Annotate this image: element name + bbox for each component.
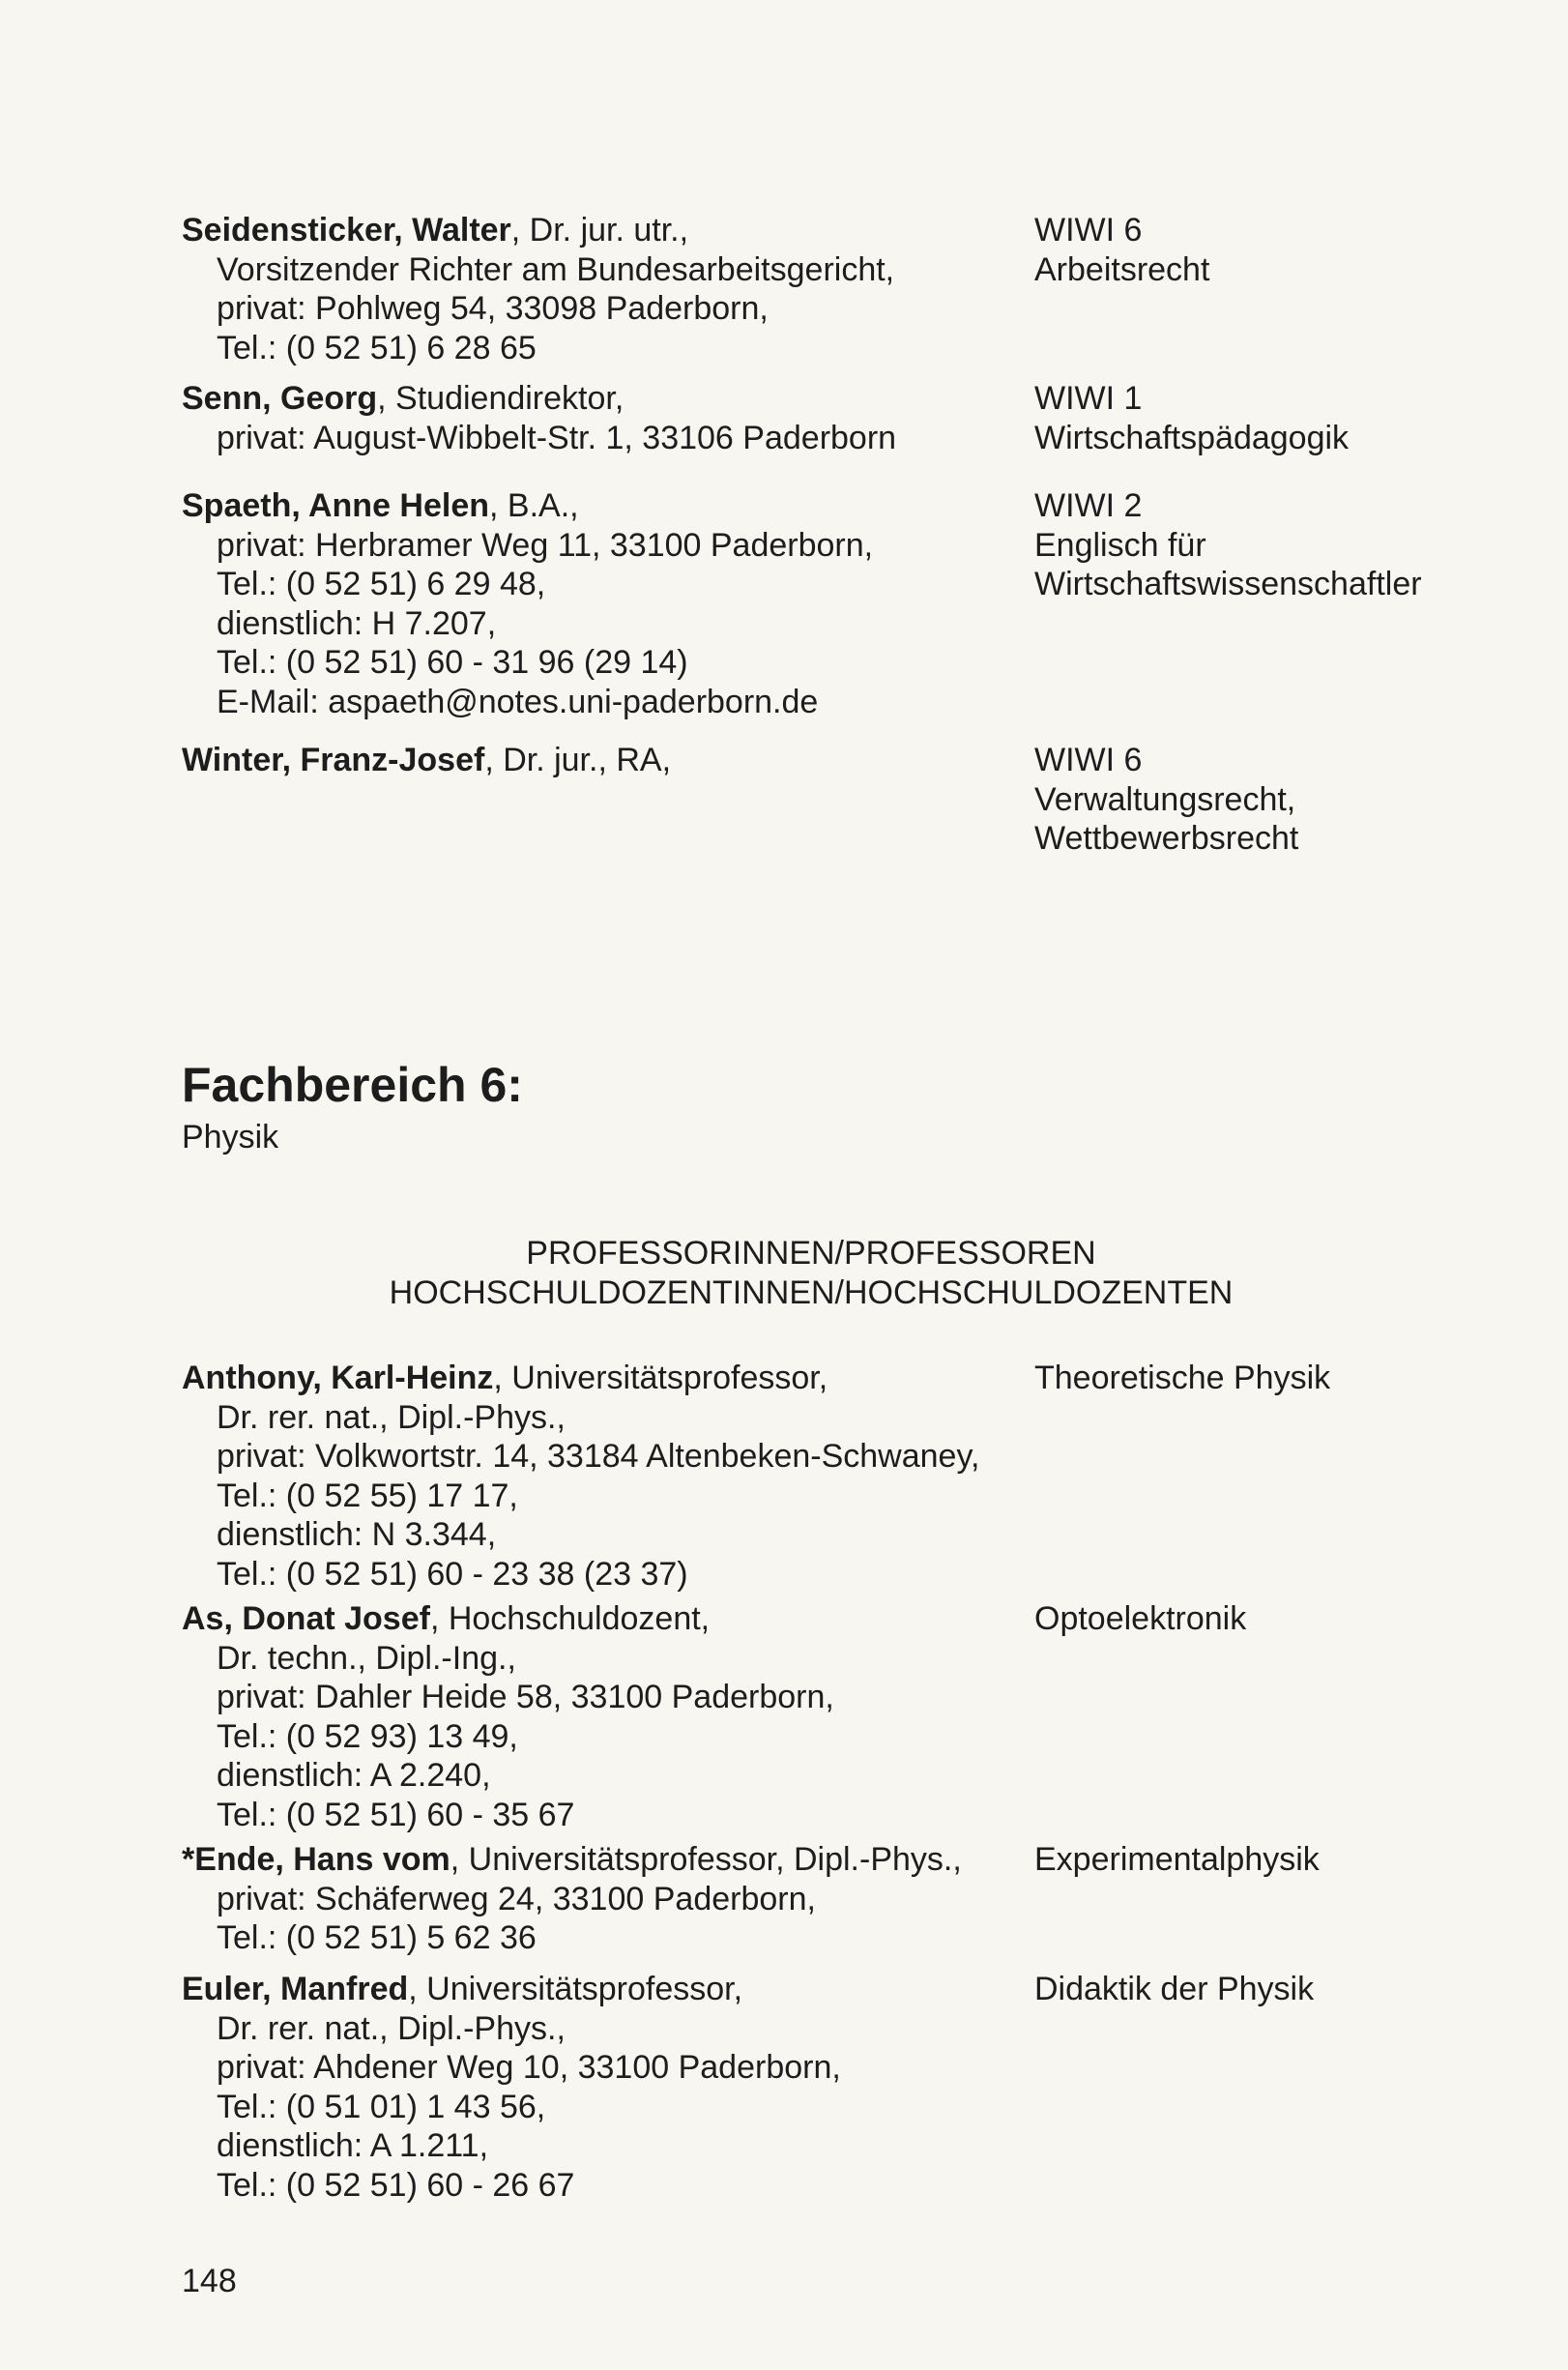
department-line: Didaktik der Physik — [1034, 1971, 1315, 2007]
person-name: Winter, Franz-Josef — [182, 742, 485, 778]
person-detail: privat: Pohlweg 54, 33098 Paderborn, — [217, 290, 769, 327]
department-line: WIWI 2 — [1034, 487, 1143, 524]
person-title: , B.A., — [489, 487, 579, 524]
person-detail: Tel.: (0 52 55) 17 17, — [217, 1477, 518, 1514]
person-name: Anthony, Karl-Heinz — [182, 1360, 494, 1396]
person-name: Euler, Manfred — [182, 1971, 409, 2007]
department-label — [1034, 486, 1518, 604]
person-detail: dienstlich: N 3.344, — [217, 1516, 497, 1553]
person-detail: Dr. rer. nat., Dipl.-Phys., — [217, 2009, 566, 2047]
person-detail: dienstlich: A 2.240, — [217, 1757, 491, 1794]
person-detail: Tel.: (0 52 51) 60 - 26 67 — [217, 2166, 575, 2204]
department-line: Wirtschaftswissenschaftler — [1034, 566, 1422, 602]
person-name-line — [182, 1599, 1032, 1639]
person-name: As, Donat Josef — [182, 1600, 430, 1637]
department-line: Experimentalphysik — [1034, 1841, 1320, 1878]
department-line: Verwaltungsrecht, — [1034, 780, 1296, 818]
department-line: WIWI 1 — [1034, 380, 1143, 417]
department-line: Arbeitsrecht — [1034, 250, 1210, 288]
department-label — [1034, 741, 1518, 859]
person-title: , Dr. jur. utr., — [510, 212, 689, 249]
person-detail: dienstlich: A 1.211, — [217, 2127, 489, 2164]
department-line: Wettbewerbsrecht — [1034, 820, 1299, 857]
person-detail: privat: Volkwortstr. 14, 33184 Altenbeken-Schwaney, — [217, 1438, 980, 1475]
person-title: , Universitätsprofessor, — [493, 1360, 828, 1396]
person-name-line — [182, 1970, 1032, 2009]
person-name-line — [182, 211, 1032, 250]
person-title: , Dr. jur., RA, — [484, 742, 672, 778]
person-name: *Ende, Hans vom — [182, 1841, 450, 1878]
department-line: Optoelektronik — [1034, 1600, 1247, 1637]
person-entry — [182, 1599, 1032, 1834]
section-heading — [182, 1054, 523, 1158]
person-detail: Tel.: (0 52 51) 60 - 35 67 — [217, 1796, 575, 1833]
person-detail: Tel.: (0 52 51) 60 - 31 96 (29 14) — [217, 644, 688, 681]
person-entry — [182, 486, 1032, 721]
person-title: , Universitätsprofessor, Dipl.-Phys., — [450, 1841, 962, 1878]
section-subtitle: Physik — [182, 1119, 279, 1156]
department-line: Englisch für — [1034, 526, 1206, 564]
person-detail: Vorsitzender Richter am Bundesarbeitsgericht, — [217, 250, 895, 288]
person-entry — [182, 741, 1032, 780]
person-name-line — [182, 1359, 1032, 1398]
person-detail: Tel.: (0 52 51) 60 - 23 38 (23 37) — [217, 1555, 688, 1593]
category-line: PROFESSORINNEN/PROFESSOREN — [526, 1235, 1096, 1272]
person-detail: privat: Dahler Heide 58, 33100 Paderborn, — [217, 1679, 834, 1715]
category-heading — [0, 1234, 1568, 1312]
person-detail: privat: August-Wibbelt-Str. 1, 33106 Paderborn — [217, 419, 897, 456]
person-detail: privat: Ahdener Weg 10, 33100 Paderborn, — [217, 2049, 841, 2086]
department-label — [1034, 1359, 1518, 1398]
department-line: Theoretische Physik — [1034, 1360, 1331, 1396]
person-detail: Dr. techn., Dipl.-Ing., — [217, 1639, 516, 1677]
person-entry — [182, 1840, 1032, 1958]
person-detail: Tel.: (0 51 01) 1 43 56, — [217, 2088, 546, 2125]
person-title: , Universitätsprofessor, — [408, 1971, 743, 2007]
department-label — [1034, 379, 1518, 457]
department-label — [1034, 1840, 1518, 1880]
person-detail: E-Mail: aspaeth@notes.uni-paderborn.de — [217, 683, 819, 720]
person-name: Seidensticker, Walter — [182, 212, 511, 249]
person-name-line — [182, 379, 1032, 419]
person-title: , Hochschuldozent, — [429, 1600, 711, 1637]
person-detail: Tel.: (0 52 51) 6 29 48, — [217, 566, 546, 602]
person-detail: dienstlich: H 7.207, — [217, 604, 497, 642]
person-detail: Tel.: (0 52 51) 6 28 65 — [217, 329, 537, 366]
person-detail: Tel.: (0 52 51) 5 62 36 — [217, 1919, 537, 1956]
person-name-line — [182, 486, 1032, 526]
person-detail: privat: Herbramer Weg 11, 33100 Paderborn, — [217, 526, 874, 564]
person-entry — [182, 211, 1032, 367]
person-detail: Dr. rer. nat., Dipl.-Phys., — [217, 1398, 566, 1436]
person-name: Senn, Georg — [182, 380, 378, 417]
person-detail: privat: Schäferweg 24, 33100 Paderborn, — [217, 1880, 816, 1917]
section-title: Fachbereich 6: — [182, 1058, 523, 1112]
department-line: Wirtschaftspädagogik — [1034, 419, 1350, 456]
person-entry — [182, 1359, 1032, 1594]
department-line: WIWI 6 — [1034, 742, 1143, 778]
person-detail: Tel.: (0 52 93) 13 49, — [217, 1717, 518, 1755]
department-label — [1034, 1599, 1518, 1639]
category-line: HOCHSCHULDOZENTINNEN/HOCHSCHULDOZENTEN — [389, 1273, 1234, 1311]
department-line: WIWI 6 — [1034, 212, 1143, 249]
department-label — [1034, 1970, 1518, 2009]
person-entry — [182, 379, 1032, 457]
department-label — [1034, 211, 1518, 289]
person-entry — [182, 1970, 1032, 2205]
person-title: , Studiendirektor, — [377, 380, 624, 417]
page-number: 148 — [182, 2263, 237, 2299]
person-name-line — [182, 741, 1032, 780]
person-name: Spaeth, Anne Helen — [182, 487, 490, 524]
person-name-line — [182, 1840, 1032, 1880]
